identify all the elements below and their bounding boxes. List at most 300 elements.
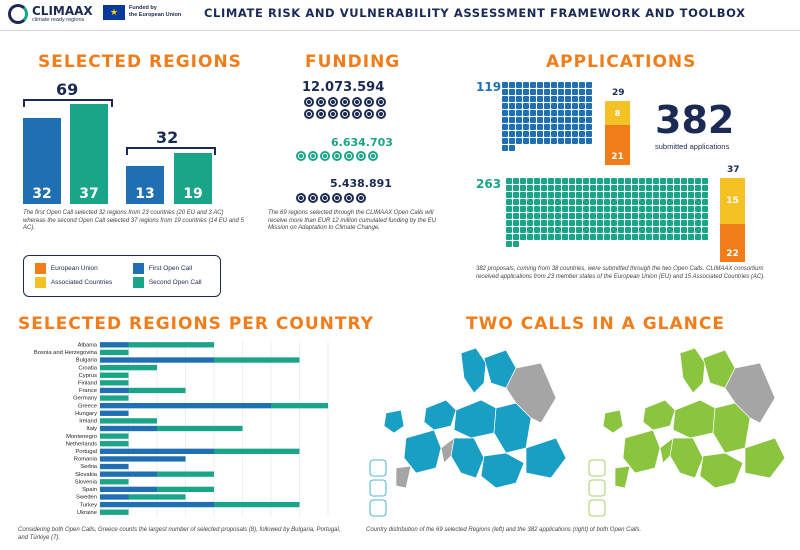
- country-bar-segment: [129, 342, 215, 347]
- application-person-icon: [695, 213, 701, 219]
- application-person-icon: [639, 213, 645, 219]
- application-person-icon: [702, 234, 708, 240]
- application-person-icon: [513, 178, 519, 184]
- application-person-icon: [562, 234, 568, 240]
- application-person-icon: [558, 117, 564, 123]
- application-person-icon: [558, 124, 564, 130]
- coin-icon: [304, 97, 314, 107]
- application-person-icon: [688, 213, 694, 219]
- application-person-icon: [569, 192, 575, 198]
- application-person-icon: [611, 234, 617, 240]
- application-person-icon: [551, 96, 557, 102]
- application-person-icon: [544, 117, 550, 123]
- application-person-icon: [572, 89, 578, 95]
- country-bar-segment: [100, 426, 157, 431]
- legend-first-call: [133, 263, 192, 274]
- application-person-icon: [548, 227, 554, 233]
- application-person-icon: [695, 227, 701, 233]
- per-country-title: SELECTED REGIONS PER COUNTRY: [18, 314, 374, 334]
- application-person-icon: [569, 185, 575, 191]
- country-bar-segment: [214, 449, 300, 454]
- application-person-icon: [534, 213, 540, 219]
- application-person-icon: [530, 124, 536, 130]
- application-person-icon: [562, 178, 568, 184]
- country-bar-segment: [100, 403, 271, 408]
- coin-icon: [356, 193, 366, 203]
- application-person-icon: [579, 138, 585, 144]
- coin-icon: [316, 109, 326, 119]
- application-person-icon: [523, 138, 529, 144]
- application-person-icon: [611, 220, 617, 226]
- application-person-icon: [509, 103, 515, 109]
- country-bar-segment: [100, 510, 129, 515]
- total-69: 69: [56, 80, 79, 99]
- application-person-icon: [653, 227, 659, 233]
- application-person-icon: [520, 206, 526, 212]
- application-person-icon: [572, 103, 578, 109]
- selected-regions-title: SELECTED REGIONS: [38, 52, 242, 72]
- country-label: Hungary: [75, 410, 97, 417]
- second-call-total-label: 37: [727, 165, 740, 175]
- application-person-icon: [646, 199, 652, 205]
- coin-icon: [296, 151, 306, 161]
- application-person-icon: [702, 227, 708, 233]
- application-person-icon: [537, 131, 543, 137]
- coin-row-first: [296, 193, 396, 203]
- country-label: Sweden: [76, 494, 97, 501]
- application-person-icon: [597, 206, 603, 212]
- application-person-icon: [506, 199, 512, 205]
- application-person-icon: [548, 234, 554, 240]
- application-person-icon: [544, 138, 550, 144]
- application-person-icon: [688, 206, 694, 212]
- application-person-icon: [509, 110, 515, 116]
- first-call-ac-bar: [605, 101, 630, 125]
- application-person-icon: [558, 89, 564, 95]
- coin-icon: [332, 151, 342, 161]
- application-person-icon: [653, 220, 659, 226]
- country-label: Bulgaria: [75, 357, 97, 364]
- logo-name: CLIMAAX: [32, 4, 93, 18]
- application-person-icon: [509, 145, 515, 151]
- application-person-icon: [632, 206, 638, 212]
- total-32: 32: [156, 128, 179, 147]
- application-person-icon: [530, 138, 536, 144]
- application-person-icon: [583, 227, 589, 233]
- country-bar-segment: [100, 456, 186, 461]
- application-person-icon: [579, 96, 585, 102]
- application-person-icon: [548, 206, 554, 212]
- applications-title: APPLICATIONS: [546, 52, 697, 72]
- application-person-icon: [576, 220, 582, 226]
- application-person-icon: [513, 213, 519, 219]
- application-person-icon: [632, 220, 638, 226]
- application-person-icon: [520, 192, 526, 198]
- country-bar-segment: [100, 380, 129, 385]
- application-person-icon: [597, 234, 603, 240]
- application-person-icon: [618, 227, 624, 233]
- application-person-icon: [695, 178, 701, 184]
- country-bar-segment: [100, 433, 129, 438]
- per-country-caption: Considering both Open Calls, Greece counts the largest number of selected proposals (8), followed by Bulgaria, Portugal, and Türkiye (7).: [18, 527, 341, 541]
- application-person-icon: [604, 199, 610, 205]
- legend: [23, 255, 221, 297]
- application-person-icon: [530, 96, 536, 102]
- coin-icon: [340, 97, 350, 107]
- country-bar-segment: [100, 487, 157, 492]
- application-person-icon: [513, 199, 519, 205]
- coin-icon: [308, 193, 318, 203]
- application-person-icon: [565, 96, 571, 102]
- application-person-icon: [583, 234, 589, 240]
- application-person-icon: [555, 206, 561, 212]
- application-person-icon: [653, 206, 659, 212]
- application-person-icon: [520, 199, 526, 205]
- application-person-icon: [618, 206, 624, 212]
- country-label: Croatia: [78, 365, 97, 372]
- application-person-icon: [513, 192, 519, 198]
- country-label: Netherlands: [65, 441, 97, 448]
- coin-icon: [368, 151, 378, 161]
- country-bar-segment: [214, 357, 300, 362]
- application-person-icon: [572, 138, 578, 144]
- application-person-icon: [653, 185, 659, 191]
- application-person-icon: [688, 178, 694, 184]
- application-person-icon: [632, 234, 638, 240]
- application-person-icon: [551, 82, 557, 88]
- coin-icon: [304, 109, 314, 119]
- application-person-icon: [506, 206, 512, 212]
- application-person-icon: [681, 234, 687, 240]
- application-person-icon: [674, 213, 680, 219]
- application-person-icon: [586, 131, 592, 137]
- application-person-icon: [583, 178, 589, 184]
- application-person-icon: [646, 185, 652, 191]
- application-person-icon: [502, 124, 508, 130]
- map-left-insets: [370, 460, 386, 516]
- application-person-icon: [646, 234, 652, 240]
- application-person-icon: [695, 185, 701, 191]
- application-person-icon: [562, 199, 568, 205]
- application-person-icon: [551, 131, 557, 137]
- application-person-icon: [681, 199, 687, 205]
- application-person-icon: [565, 138, 571, 144]
- application-person-icon: [516, 103, 522, 109]
- application-person-icon: [520, 227, 526, 233]
- application-person-icon: [611, 192, 617, 198]
- country-label: Greece: [77, 403, 97, 410]
- application-person-icon: [558, 82, 564, 88]
- application-person-icon: [597, 192, 603, 198]
- application-person-icon: [667, 227, 673, 233]
- application-person-icon: [597, 220, 603, 226]
- application-person-icon: [502, 96, 508, 102]
- application-person-icon: [534, 220, 540, 226]
- application-person-icon: [513, 185, 519, 191]
- application-person-icon: [569, 206, 575, 212]
- application-person-icon: [646, 206, 652, 212]
- application-person-icon: [667, 185, 673, 191]
- application-person-icon: [523, 131, 529, 137]
- application-person-icon: [586, 138, 592, 144]
- application-person-icon: [579, 89, 585, 95]
- eu-flag-icon: ★: [103, 5, 125, 20]
- application-person-icon: [681, 185, 687, 191]
- application-person-icon: [523, 110, 529, 116]
- per-country-chart: [18, 341, 338, 516]
- application-person-icon: [565, 82, 571, 88]
- country-label: Serbia: [80, 464, 97, 471]
- country-bar-segment: [157, 487, 214, 492]
- application-person-icon: [572, 110, 578, 116]
- application-person-icon: [586, 110, 592, 116]
- application-person-icon: [555, 185, 561, 191]
- country-label: Cyprus: [78, 372, 97, 379]
- total-applications-label: submitted applications: [655, 142, 730, 151]
- country-label: Slovakia: [75, 471, 97, 478]
- coin-icon: [320, 151, 330, 161]
- application-person-icon: [551, 89, 557, 95]
- application-person-icon: [544, 110, 550, 116]
- coin-icon: [352, 97, 362, 107]
- application-person-icon: [660, 206, 666, 212]
- application-person-icon: [702, 213, 708, 219]
- country-bar-segment: [129, 494, 186, 499]
- application-person-icon: [544, 96, 550, 102]
- application-person-icon: [530, 89, 536, 95]
- application-person-icon: [646, 213, 652, 219]
- application-person-icon: [537, 110, 543, 116]
- bar-label: 13: [135, 186, 155, 202]
- application-person-icon: [572, 96, 578, 102]
- application-person-icon: [674, 185, 680, 191]
- country-bar-segment: [100, 494, 129, 499]
- country-label: Ukraine: [77, 509, 97, 516]
- application-person-icon: [530, 103, 536, 109]
- application-person-icon: [523, 82, 529, 88]
- coin-icon: [376, 97, 386, 107]
- application-person-icon: [611, 185, 617, 191]
- legend-label: European Union: [50, 265, 98, 273]
- application-person-icon: [506, 185, 512, 191]
- country-bar-segment: [100, 411, 129, 416]
- application-person-icon: [541, 192, 547, 198]
- application-person-icon: [646, 227, 652, 233]
- application-person-icon: [569, 178, 575, 184]
- application-person-icon: [548, 199, 554, 205]
- application-person-icon: [502, 89, 508, 95]
- application-person-icon: [590, 220, 596, 226]
- legend-second-call: [133, 277, 202, 288]
- country-bar-segment: [100, 388, 129, 393]
- application-person-icon: [611, 178, 617, 184]
- bar-second-call-2: [174, 153, 212, 204]
- application-person-icon: [555, 234, 561, 240]
- application-person-icon: [530, 117, 536, 123]
- application-person-icon: [558, 103, 564, 109]
- application-person-icon: [562, 220, 568, 226]
- bar-label: 22: [726, 249, 739, 259]
- application-person-icon: [527, 178, 533, 184]
- country-label: Montenegro: [66, 433, 97, 440]
- header-divider: [0, 30, 800, 31]
- country-bar-segment: [100, 464, 129, 469]
- country-label: France: [78, 388, 97, 395]
- coin-icon: [328, 109, 338, 119]
- application-person-icon: [576, 185, 582, 191]
- legend-swatch: [35, 277, 46, 288]
- application-person-icon: [674, 178, 680, 184]
- funding-total: 12.073.594: [302, 80, 385, 95]
- application-person-icon: [583, 206, 589, 212]
- application-person-icon: [639, 192, 645, 198]
- application-person-icon: [702, 185, 708, 191]
- country-label: Ireland: [79, 418, 97, 425]
- application-person-icon: [509, 131, 515, 137]
- application-person-icon: [565, 117, 571, 123]
- application-person-icon: [639, 220, 645, 226]
- application-person-icon: [625, 234, 631, 240]
- application-person-icon: [576, 199, 582, 205]
- country-bar-segment: [100, 395, 129, 400]
- application-person-icon: [506, 241, 512, 247]
- application-person-icon: [611, 227, 617, 233]
- application-person-icon: [544, 131, 550, 137]
- country-bar-segment: [157, 471, 214, 476]
- application-person-icon: [555, 199, 561, 205]
- application-person-icon: [632, 213, 638, 219]
- coin-icon: [376, 109, 386, 119]
- funding-caption: The 69 regions selected through the CLIMAAX Open Calls will receive more than EUR 12 million cumulated funding by the EU Mission on Adaptation to Climate Change.: [268, 210, 437, 231]
- application-person-icon: [516, 89, 522, 95]
- application-person-icon: [516, 96, 522, 102]
- application-person-icon: [688, 227, 694, 233]
- application-person-icon: [597, 213, 603, 219]
- application-person-icon: [590, 178, 596, 184]
- application-person-icon: [544, 82, 550, 88]
- application-person-icon: [548, 178, 554, 184]
- application-person-icon: [537, 138, 543, 144]
- application-person-icon: [551, 103, 557, 109]
- application-person-icon: [516, 138, 522, 144]
- second-call-application-grid: [506, 178, 708, 247]
- application-person-icon: [590, 199, 596, 205]
- legend-label: Second Open Call: [148, 279, 202, 287]
- application-person-icon: [590, 213, 596, 219]
- application-person-icon: [544, 103, 550, 109]
- application-person-icon: [527, 213, 533, 219]
- application-person-icon: [534, 178, 540, 184]
- application-person-icon: [516, 124, 522, 130]
- application-person-icon: [562, 227, 568, 233]
- application-person-icon: [565, 131, 571, 137]
- application-person-icon: [569, 220, 575, 226]
- application-person-icon: [597, 199, 603, 205]
- application-person-icon: [523, 117, 529, 123]
- application-person-icon: [516, 117, 522, 123]
- application-person-icon: [520, 185, 526, 191]
- application-person-icon: [502, 138, 508, 144]
- application-person-icon: [523, 103, 529, 109]
- application-person-icon: [576, 234, 582, 240]
- country-bar-segment: [100, 350, 129, 355]
- application-person-icon: [590, 192, 596, 198]
- application-person-icon: [527, 234, 533, 240]
- application-person-icon: [667, 213, 673, 219]
- application-person-icon: [604, 178, 610, 184]
- application-person-icon: [551, 110, 557, 116]
- country-bar-segment: [100, 479, 129, 484]
- country-label: Bosnia and Herzegovina: [33, 350, 97, 357]
- bar-label: 32: [32, 186, 52, 202]
- application-person-icon: [618, 199, 624, 205]
- application-person-icon: [586, 117, 592, 123]
- country-bar-segment: [100, 449, 214, 454]
- application-person-icon: [520, 213, 526, 219]
- application-person-icon: [513, 227, 519, 233]
- application-person-icon: [509, 82, 515, 88]
- application-person-icon: [583, 220, 589, 226]
- application-person-icon: [569, 234, 575, 240]
- application-person-icon: [583, 185, 589, 191]
- application-person-icon: [632, 178, 638, 184]
- application-person-icon: [513, 206, 519, 212]
- application-person-icon: [506, 234, 512, 240]
- application-person-icon: [604, 234, 610, 240]
- legend-label: Associated Countries: [50, 279, 113, 287]
- application-person-icon: [502, 82, 508, 88]
- application-person-icon: [506, 192, 512, 198]
- application-person-icon: [695, 199, 701, 205]
- application-person-icon: [562, 206, 568, 212]
- application-person-icon: [590, 234, 596, 240]
- legend-swatch: [35, 263, 46, 274]
- application-person-icon: [569, 227, 575, 233]
- application-person-icon: [660, 227, 666, 233]
- application-person-icon: [688, 220, 694, 226]
- application-person-icon: [569, 213, 575, 219]
- country-label: Romania: [73, 456, 97, 463]
- application-person-icon: [516, 131, 522, 137]
- application-person-icon: [625, 213, 631, 219]
- application-person-icon: [632, 199, 638, 205]
- application-person-icon: [688, 192, 694, 198]
- application-person-icon: [702, 199, 708, 205]
- application-person-icon: [569, 199, 575, 205]
- coin-icon: [356, 151, 366, 161]
- application-person-icon: [537, 124, 543, 130]
- application-person-icon: [509, 117, 515, 123]
- country-label: Albania: [77, 342, 97, 349]
- application-person-icon: [604, 227, 610, 233]
- application-person-icon: [534, 185, 540, 191]
- coin-icon: [320, 193, 330, 203]
- country-bar-segment: [100, 471, 157, 476]
- bar-first-call-1: [23, 118, 61, 204]
- application-person-icon: [639, 206, 645, 212]
- application-person-icon: [516, 110, 522, 116]
- application-person-icon: [646, 220, 652, 226]
- application-person-icon: [611, 213, 617, 219]
- first-call-applications-count: 119: [476, 80, 502, 94]
- application-person-icon: [509, 96, 515, 102]
- application-person-icon: [555, 178, 561, 184]
- map-right-insets: [589, 460, 605, 516]
- application-person-icon: [681, 220, 687, 226]
- country-bar-segment: [100, 502, 214, 507]
- coin-icon: [296, 193, 306, 203]
- country-bar-segment: [100, 342, 129, 347]
